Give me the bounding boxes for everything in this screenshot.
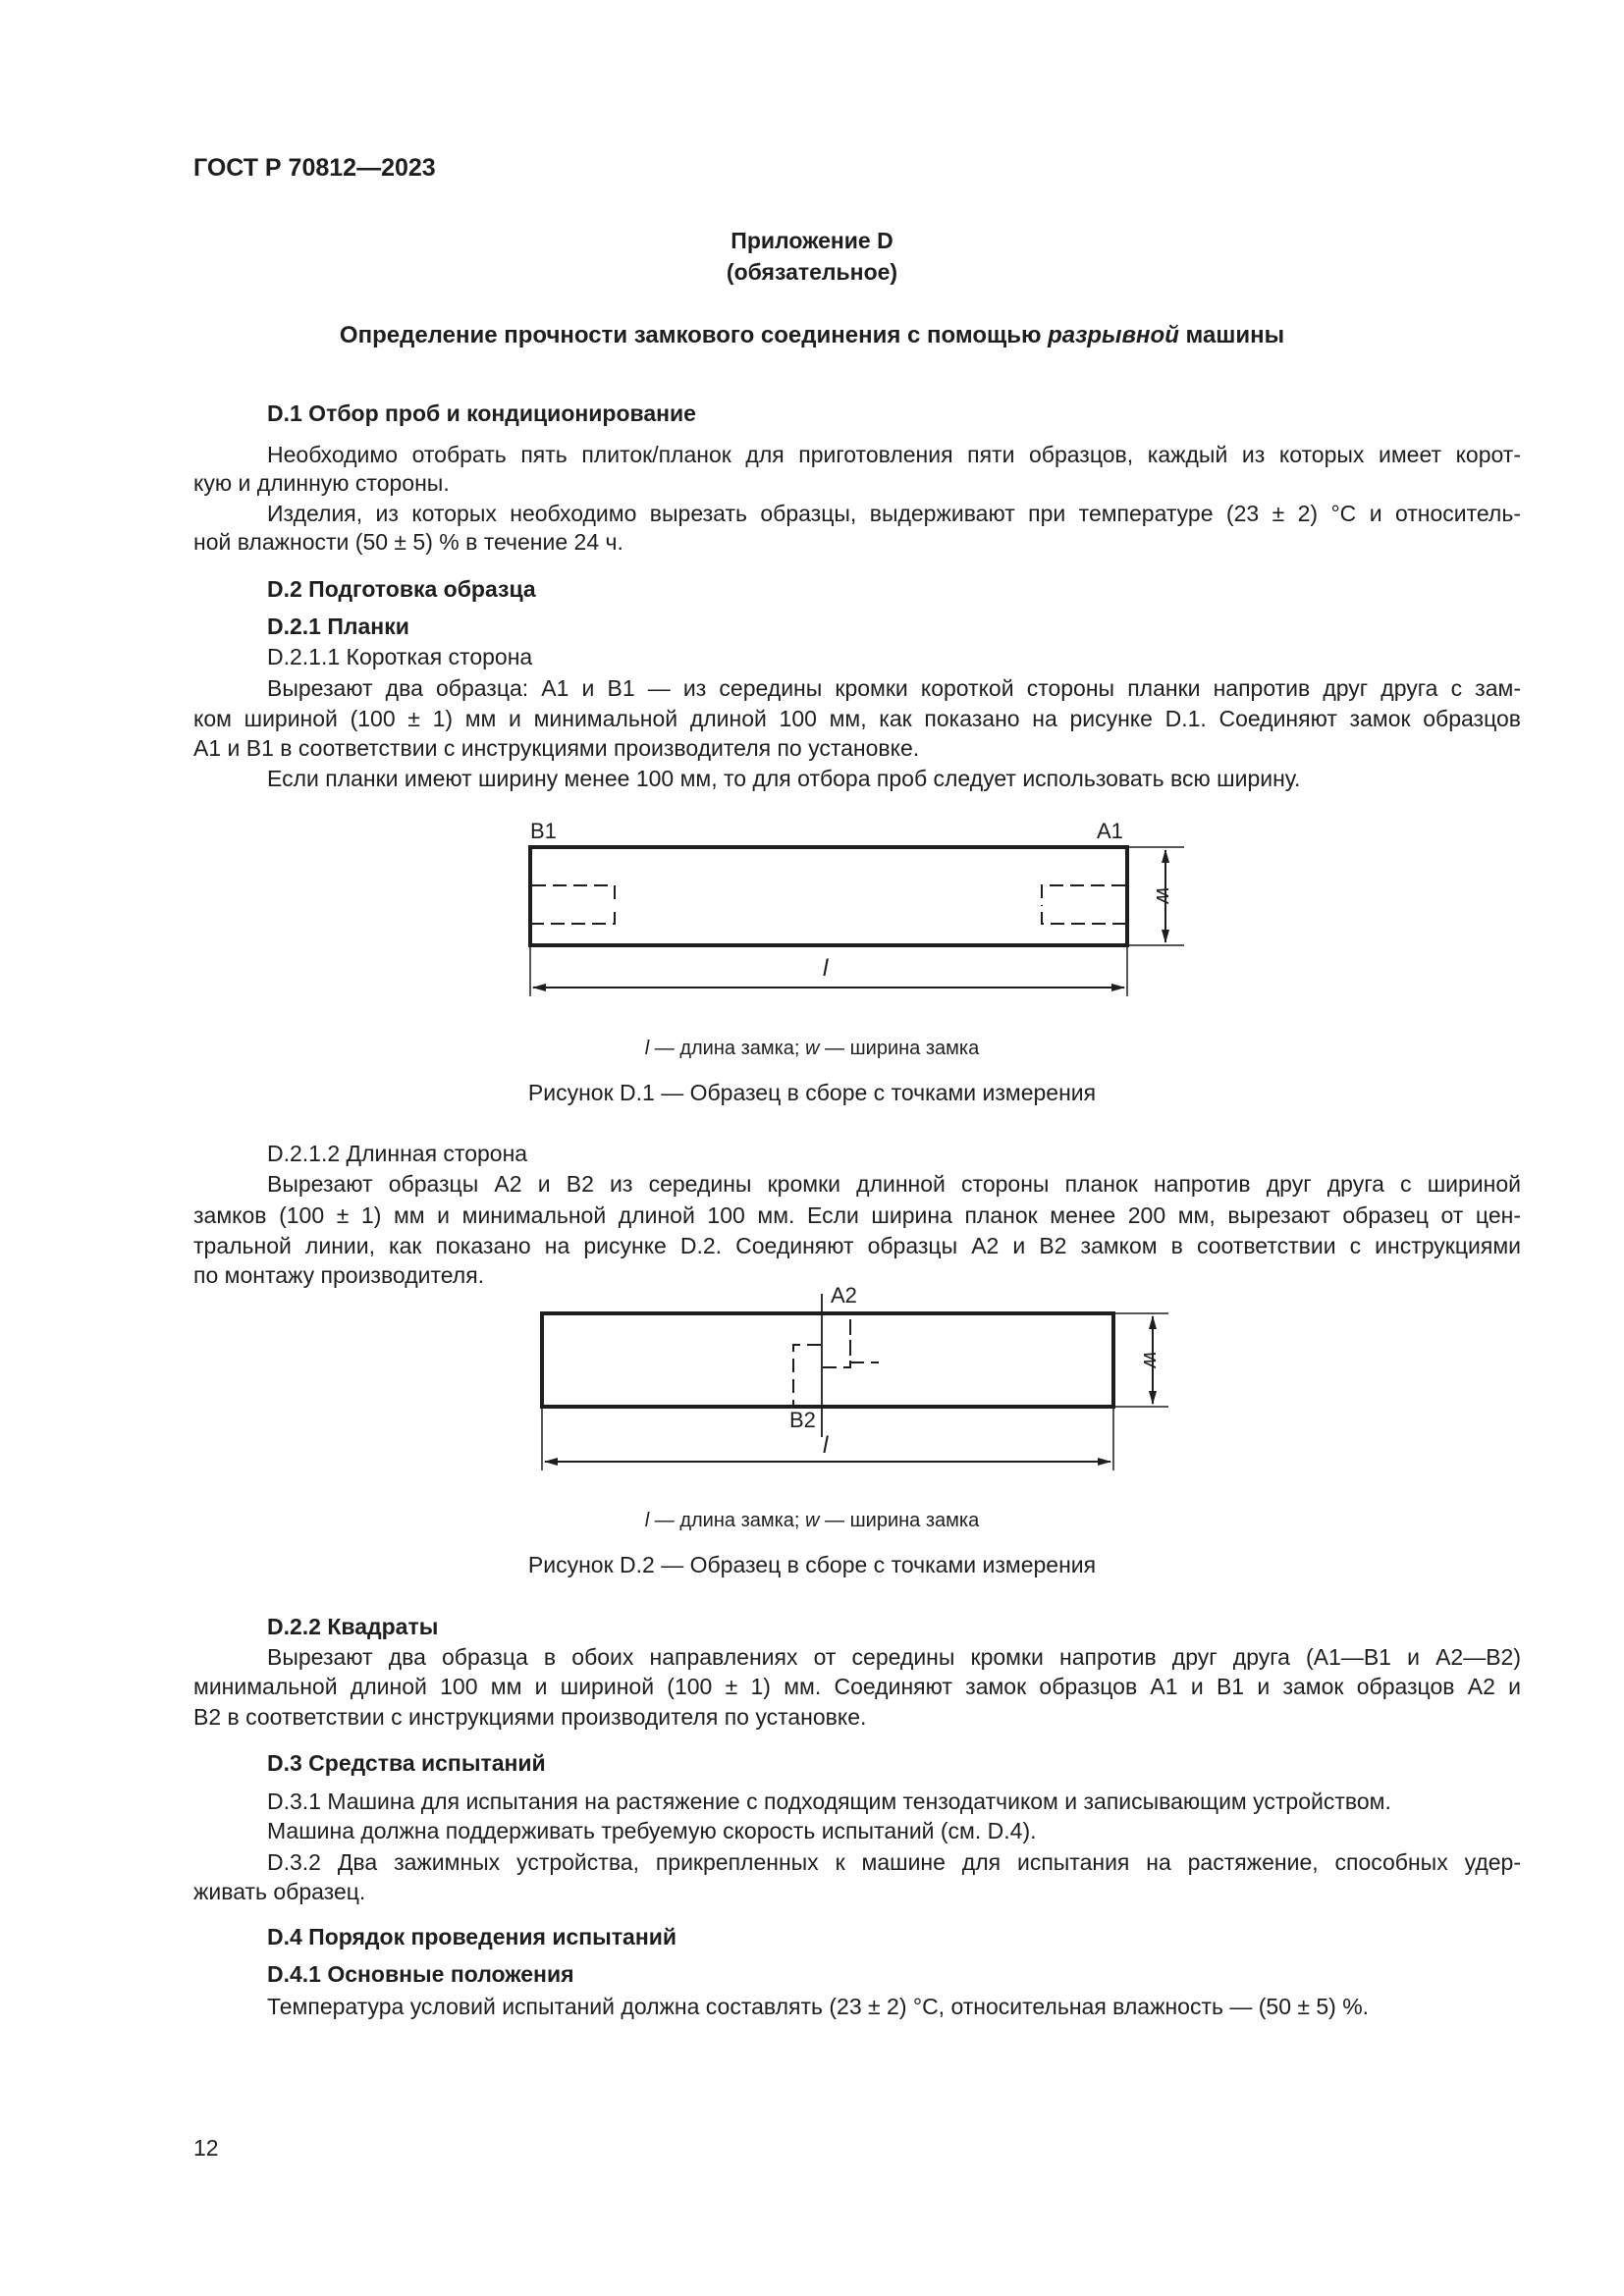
section-heading-d2: D.2 Подготовка образца — [267, 576, 536, 602]
fig1-label-a1: A1 — [1097, 819, 1123, 843]
paragraph-line: Вырезают два образца в обоих направлениях от середины кромки напротив друг друга (А1—В1 и А2—В2) — [267, 1644, 1521, 1670]
paragraph-line: Если планки имеют ширину менее 100 мм, то для отбора проб следует использовать всю ширину. — [267, 766, 1301, 791]
paragraph-line: кую и длинную стороны. — [193, 470, 450, 496]
legend-text: — ширина замка — [819, 1038, 980, 1059]
fig1-diagram — [530, 847, 1184, 996]
paragraph-line: замков (100 ± 1) мм и минимальной длиной 100 мм. Если ширина планок менее 200 мм, вырезают образец от цен- — [193, 1202, 1521, 1228]
paragraph-line: минимальной длиной 100 мм и шириной (100 ± 1) мм. Соединяют замок образцов А1 и В1 и замок образцов А2 и — [193, 1674, 1521, 1699]
annex-heading — [0, 321, 1624, 350]
fig1-dim-l: l — [823, 955, 829, 982]
fig2-dim-w: w — [1139, 1352, 1164, 1367]
legend-text: — длина замка; — [649, 1510, 806, 1531]
fig1-legend — [0, 1034, 1624, 1063]
annex-heading-part: Определение прочности замкового соединения с помощью — [339, 322, 1049, 348]
section-heading-d4: D.4 Порядок проведения испытаний — [267, 1924, 677, 1949]
paragraph-line: ной влажности (50 ± 5) % в течение 24 ч. — [193, 529, 623, 555]
section-heading-d212: D.2.1.2 Длинная сторона — [267, 1141, 528, 1166]
fig2-legend — [0, 1506, 1624, 1535]
paragraph-line: Изделия, из которых необходимо вырезать образцы, выдерживают при температуре (23 ± 2) °С и относитель- — [267, 501, 1521, 526]
paragraph-line: Вырезают два образца: А1 и В1 — из середины кромки короткой стороны планки напротив друг друга с зам- — [267, 675, 1521, 701]
paragraph-line: Вырезают образцы А2 и В2 из середины кромки длинной стороны планок напротив друг друга с шириной — [267, 1171, 1521, 1197]
paragraph-line: тральной линии, как показано на рисунке D.2. Соединяют образцы А2 и В2 замком в соответствии с инструкциями — [193, 1233, 1521, 1258]
section-heading-d22: D.2.2 Квадраты — [267, 1614, 439, 1639]
fig1-dim-w: w — [1152, 887, 1176, 903]
fig2-caption: Рисунок D.2 — Образец в сборе с точками измерения — [527, 1552, 1097, 1577]
paragraph-line: по монтажу производителя. — [193, 1262, 485, 1288]
legend-symbol: l — [644, 1510, 650, 1531]
page-number: 12 — [193, 2135, 219, 2161]
fig2-diagram — [542, 1294, 1168, 1470]
paragraph-line: ком шириной (100 ± 1) мм и минимальной длиной 100 мм, как показано на рисунке D.1. Соединяют замок образцов — [193, 706, 1521, 731]
legend-text: — ширина замка — [819, 1510, 980, 1531]
fig1-caption: Рисунок D.1 — Образец в сборе с точками измерения — [527, 1080, 1097, 1105]
section-heading-d21: D.2.1 Планки — [267, 614, 409, 639]
paragraph-line: Машина должна поддерживать требуемую скорость испытаний (см. D.4). — [267, 1818, 1037, 1843]
paragraph-line: D.3.1 Машина для испытания на растяжение с подходящим тензодатчиком и записывающим устройством. — [267, 1789, 1391, 1814]
annex-heading-part: машины — [1178, 322, 1285, 348]
paragraph-line: живать образец. — [193, 1879, 366, 1904]
annex-status: (обязательное) — [726, 259, 898, 285]
annex-heading-italic: разрывной — [1048, 322, 1179, 348]
paragraph-line: В2 в соответствии с инструкциями производителя по установке. — [193, 1704, 867, 1730]
fig1-label-b1: B1 — [530, 819, 557, 843]
section-heading-d3: D.3 Средства испытаний — [267, 1750, 546, 1776]
paragraph-line: А1 и В1 в соответствии с инструкциями производителя по установке. — [193, 735, 920, 761]
fig2-dim-l: l — [823, 1432, 829, 1459]
section-heading-d41: D.4.1 Основные положения — [267, 1961, 574, 1987]
legend-symbol: l — [644, 1038, 650, 1059]
annex-title: Приложение D — [731, 228, 893, 253]
document-id: ГОСТ Р 70812—2023 — [193, 154, 436, 182]
paragraph-line: Необходимо отобрать пять плиток/планок для приготовления пяти образцов, каждый из которых имеет корот- — [267, 442, 1521, 467]
fig2-label-b2: B2 — [789, 1408, 816, 1432]
section-heading-d1: D.1 Отбор проб и кондиционирование — [267, 400, 696, 426]
paragraph-line: Температура условий испытаний должна составлять (23 ± 2) °С, относительная влажность — (50 ± 5) %. — [267, 1994, 1370, 2019]
legend-symbol: w — [805, 1038, 820, 1059]
paragraph-line: D.3.2 Два зажимных устройства, прикрепленных к машине для испытания на растяжение, способных удер- — [267, 1849, 1521, 1875]
legend-text: — длина замка; — [649, 1038, 806, 1059]
fig2-label-a2: A2 — [831, 1283, 857, 1308]
legend-symbol: w — [805, 1510, 820, 1531]
section-heading-d211: D.2.1.1 Короткая сторона — [267, 644, 533, 669]
